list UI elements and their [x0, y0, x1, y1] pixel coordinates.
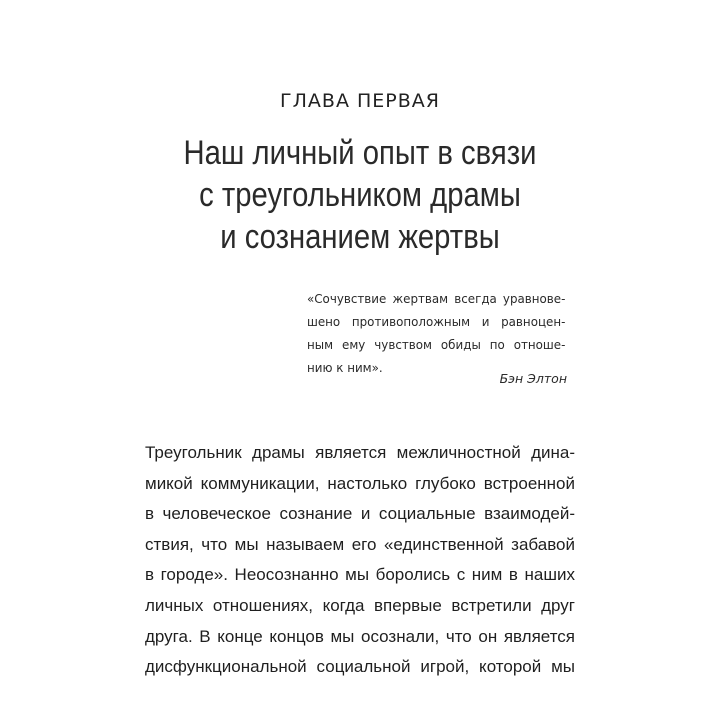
- chapter-label: ГЛАВА ПЕРВАЯ: [280, 90, 440, 112]
- chapter-title-line: и сознанием жертвы: [220, 218, 500, 256]
- chapter-title-line: Наш личный опыт в связи: [183, 134, 537, 172]
- epigraph-author: Бэн Элтон: [499, 371, 567, 386]
- body-line: в городе». Неосознанно мы боролись с ним в наших: [145, 565, 575, 585]
- body-line: в человеческое сознание и социальные взаимодей-: [145, 504, 575, 524]
- body-line: личных отношениях, когда впервые встретили друг: [145, 595, 575, 615]
- body-line: ствия, что мы называем его «единственной забавой: [145, 534, 575, 554]
- chapter-title-line: с треугольником драмы: [199, 176, 521, 214]
- body-line: друга. В конце концов мы осознали, что он является: [145, 626, 575, 646]
- body-line: микой коммуникации, настолько глубоко встроенной: [145, 473, 575, 493]
- epigraph-line: «Сочувствие жертвам всегда уравнове-: [307, 291, 566, 306]
- body-line: дисфункциональной социальной игрой, которой мы: [145, 657, 575, 677]
- epigraph-line: шено противоположным и равноцен-: [307, 314, 566, 329]
- chapter-title: [50, 132, 669, 258]
- body-paragraph: [145, 438, 575, 683]
- epigraph-quote: [307, 287, 565, 379]
- epigraph-line: нию к ним».: [307, 360, 383, 375]
- body-line: Треугольник драмы является межличностной дина-: [145, 443, 575, 462]
- epigraph-line: ным ему чувством обиды по отноше-: [307, 337, 566, 352]
